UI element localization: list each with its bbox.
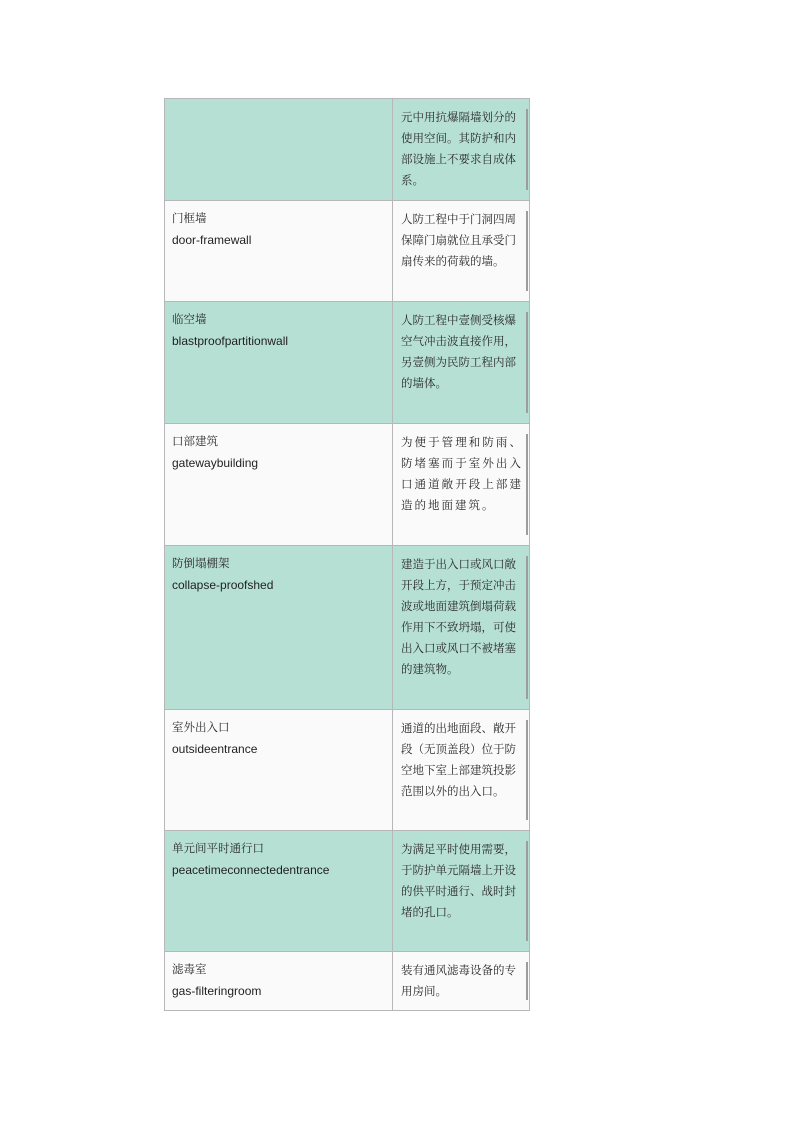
term-chinese: 室外出入口 bbox=[172, 720, 230, 734]
term-english: gatewaybuilding bbox=[172, 456, 259, 470]
term-english: blastproofpartitionwall bbox=[172, 334, 289, 348]
definition-text: 人防工程中壹侧受核爆空气冲击波直接作用，另壹侧为民防工程内部的墙体。 bbox=[401, 313, 516, 390]
table-row bbox=[165, 710, 530, 831]
edge-marker bbox=[526, 720, 528, 820]
term-english: outsideentrance bbox=[172, 742, 258, 756]
term-chinese: 防倒塌棚架 bbox=[172, 556, 230, 570]
term-english: door-framewall bbox=[172, 233, 252, 247]
table-row bbox=[165, 99, 530, 201]
term-chinese: 临空墙 bbox=[172, 312, 207, 326]
edge-marker bbox=[526, 211, 528, 291]
term-cell bbox=[165, 710, 393, 831]
table-row bbox=[165, 546, 530, 710]
definition-cell bbox=[393, 831, 530, 952]
table-row bbox=[165, 952, 530, 1011]
edge-marker bbox=[526, 841, 528, 941]
edge-marker bbox=[526, 962, 528, 1000]
table-row bbox=[165, 201, 530, 302]
term-english: peacetimeconnectedentrance bbox=[172, 863, 330, 877]
term-cell bbox=[165, 302, 393, 424]
term-cell bbox=[165, 99, 393, 201]
table-row bbox=[165, 424, 530, 546]
glossary-table bbox=[164, 98, 530, 1011]
edge-marker bbox=[526, 556, 528, 699]
definition-cell bbox=[393, 952, 530, 1011]
definition-text: 装有通风滤毒设备的专用房间。 bbox=[401, 963, 516, 998]
edge-marker bbox=[526, 109, 528, 190]
definition-cell bbox=[393, 424, 530, 546]
table-row bbox=[165, 302, 530, 424]
edge-marker bbox=[526, 434, 528, 535]
term-cell bbox=[165, 424, 393, 546]
definition-cell bbox=[393, 710, 530, 831]
term-chinese: 口部建筑 bbox=[172, 434, 218, 448]
edge-marker bbox=[526, 312, 528, 413]
definition-cell bbox=[393, 302, 530, 424]
term-english: gas-filteringroom bbox=[172, 984, 262, 998]
definition-cell bbox=[393, 99, 530, 201]
definition-cell bbox=[393, 546, 530, 710]
table-row bbox=[165, 831, 530, 952]
definition-cell bbox=[393, 201, 530, 302]
term-cell bbox=[165, 546, 393, 710]
term-cell bbox=[165, 952, 393, 1011]
term-chinese: 滤毒室 bbox=[172, 962, 207, 976]
term-cell bbox=[165, 201, 393, 302]
definition-text: 为便于管理和防雨、防堵塞而于室外出入口通道敞开段上部建造的地面建筑。 bbox=[401, 435, 523, 512]
term-cell bbox=[165, 831, 393, 952]
term-english: collapse-proofshed bbox=[172, 578, 274, 592]
definition-text: 元中用抗爆隔墙划分的使用空间。其防护和内部设施上不要求自成体系。 bbox=[401, 110, 516, 187]
definition-text: 建造于出入口或风口敞开段上方，于预定冲击波或地面建筑倒塌荷载作用下不致坍塌，可使出入口或风口不被堵塞的建筑物。 bbox=[401, 557, 516, 676]
term-chinese: 单元间平时通行口 bbox=[172, 841, 264, 855]
definition-text: 人防工程中于门洞四周保障门扇就位且承受门扇传来的荷载的墙。 bbox=[401, 212, 516, 268]
term-chinese: 门框墙 bbox=[172, 211, 207, 225]
definition-text: 为满足平时使用需要，于防护单元隔墙上开设的供平时通行、战时封堵的孔口。 bbox=[401, 842, 516, 919]
definition-text: 通道的出地面段、敞开段（无顶盖段）位于防空地下室上部建筑投影范围以外的出入口。 bbox=[401, 721, 516, 798]
